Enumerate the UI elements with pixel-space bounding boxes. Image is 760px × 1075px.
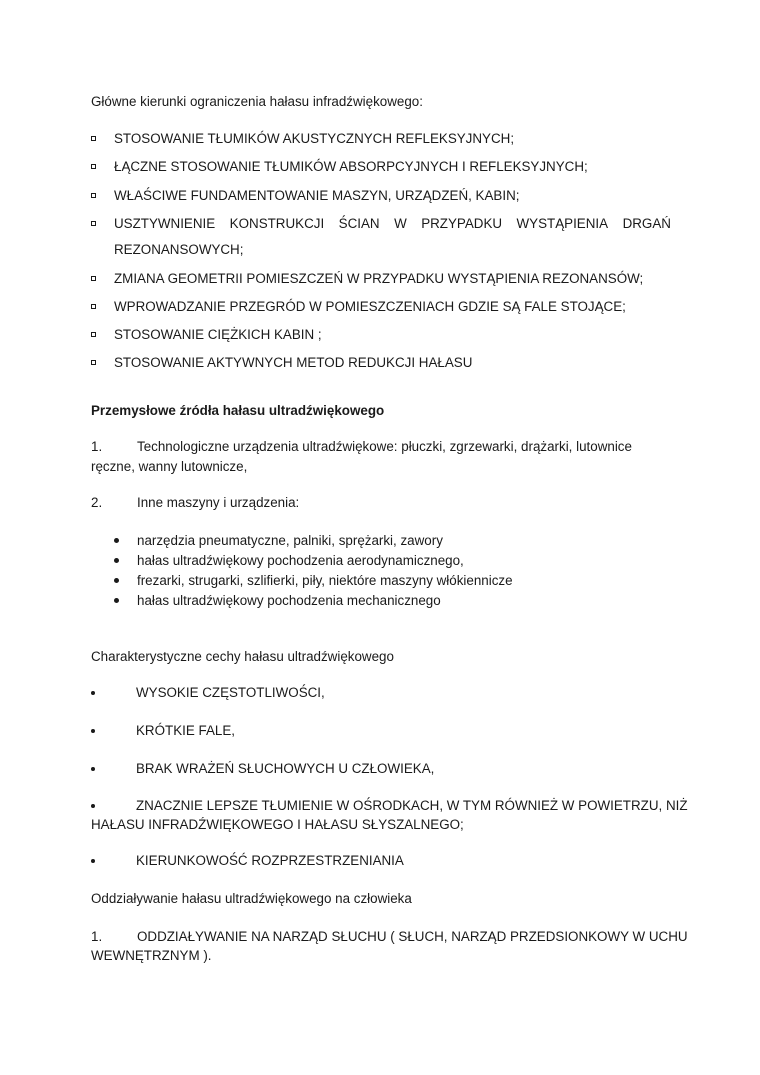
item-number: 1. bbox=[91, 439, 103, 454]
item-text: Technologiczne urządzenia ultradźwiękowe: płuczki, zgrzewarki, drążarki, lutownice bbox=[137, 439, 632, 454]
bullet-icon bbox=[91, 691, 95, 695]
word: WYSTĄPIENIA bbox=[516, 216, 609, 231]
list-item-text-justified bbox=[114, 215, 671, 232]
list-item-text: frezarki, strugarki, szlifierki, piły, niektóre maszyny włókiennicze bbox=[137, 573, 513, 588]
section3-heading: Charakterystyczne cechy hałasu ultradźwiękowego bbox=[91, 649, 394, 664]
square-bullet-icon bbox=[91, 164, 96, 169]
square-bullet-icon bbox=[91, 136, 96, 141]
list-item-text: BRAK WRAŻEŃ SŁUCHOWYCH U CZŁOWIEKA, bbox=[136, 761, 435, 776]
item-continuation: HAŁASU INFRADŹWIĘKOWEGO I HAŁASU SŁYSZALNEGO; bbox=[91, 817, 464, 832]
item-number: 1. bbox=[91, 929, 103, 944]
bullet-icon bbox=[91, 804, 95, 808]
list-item-text: STOSOWANIE AKTYWNYCH METOD REDUKCJI HAŁASU bbox=[114, 355, 473, 370]
list-item-text: narzędzia pneumatyczne, palniki, sprężarki, zawory bbox=[137, 533, 443, 548]
section1-heading: Główne kierunki ograniczenia hałasu infradźwiękowego: bbox=[91, 94, 423, 109]
item-continuation: ręczne, wanny lutownicze, bbox=[91, 459, 248, 474]
list-item-text: ZMIANA GEOMETRII POMIESZCZEŃ W PRZYPADKU WYSTĄPIENIA REZONANSÓW; bbox=[114, 271, 644, 286]
square-bullet-icon bbox=[91, 304, 96, 309]
list-item-text: KRÓTKIE FALE, bbox=[136, 723, 235, 738]
list-item-text: STOSOWANIE TŁUMIKÓW AKUSTYCZNYCH REFLEKSYJNYCH; bbox=[114, 131, 515, 146]
word: DRGAŃ bbox=[622, 216, 671, 231]
bullet-icon bbox=[114, 578, 119, 583]
list-item-text: WŁAŚCIWE FUNDAMENTOWANIE MASZYN, URZĄDZEŃ, KABIN; bbox=[114, 188, 520, 203]
square-bullet-icon bbox=[91, 221, 96, 226]
square-bullet-icon bbox=[91, 360, 96, 365]
item-number: 2. bbox=[91, 495, 103, 510]
square-bullet-icon bbox=[91, 276, 96, 281]
list-item-text: hałas ultradźwiękowy pochodzenia aerodynamicznego, bbox=[137, 553, 464, 568]
square-bullet-icon bbox=[91, 332, 96, 337]
list-item-text: hałas ultradźwiękowy pochodzenia mechanicznego bbox=[137, 593, 441, 608]
word: ŚCIAN bbox=[338, 216, 380, 231]
list-item-text: STOSOWANIE CIĘŻKICH KABIN ; bbox=[114, 327, 322, 342]
bullet-icon bbox=[114, 598, 119, 603]
word: KONSTRUKCJI bbox=[229, 216, 325, 231]
list-item-continuation: REZONANSOWYCH; bbox=[114, 242, 244, 257]
bullet-icon bbox=[114, 558, 119, 563]
list-item-text: WPROWADZANIE PRZEGRÓD W POMIESZCZENIACH GDZIE SĄ FALE STOJĄCE; bbox=[114, 299, 626, 314]
bullet-icon bbox=[91, 729, 95, 733]
bullet-icon bbox=[91, 767, 95, 771]
list-item-text: KIERUNKOWOŚĆ ROZPRZESTRZENIANIA bbox=[136, 853, 404, 868]
list-item-text: WYSOKIE CZĘSTOTLIWOŚCI, bbox=[136, 685, 325, 700]
word: PRZYPADKU bbox=[421, 216, 503, 231]
word: USZTYWNIENIE bbox=[114, 216, 216, 231]
item-text: Inne maszyny i urządzenia: bbox=[137, 495, 300, 510]
list-item-text: ŁĄCZNE STOSOWANIE TŁUMIKÓW ABSORPCYJNYCH I REFLEKSYJNYCH; bbox=[114, 159, 588, 174]
item-continuation: WEWNĘTRZNYM ). bbox=[91, 948, 212, 963]
word: W bbox=[394, 216, 407, 231]
section4-heading: Oddziaływanie hałasu ultradźwiękowego na człowieka bbox=[91, 891, 412, 906]
list-item-text: ZNACZNIE LEPSZE TŁUMIENIE W OŚRODKACH, W TYM RÓWNIEŻ W POWIETRZU, NIŻ bbox=[136, 798, 688, 813]
section2-heading: Przemysłowe źródła hałasu ultradźwiękowego bbox=[91, 403, 385, 418]
item-text: ODDZIAŁYWANIE NA NARZĄD SŁUCHU ( SŁUCH, NARZĄD PRZEDSIONKOWY W UCHU bbox=[137, 929, 688, 944]
bullet-icon bbox=[114, 538, 119, 543]
square-bullet-icon bbox=[91, 193, 96, 198]
bullet-icon bbox=[91, 859, 95, 863]
